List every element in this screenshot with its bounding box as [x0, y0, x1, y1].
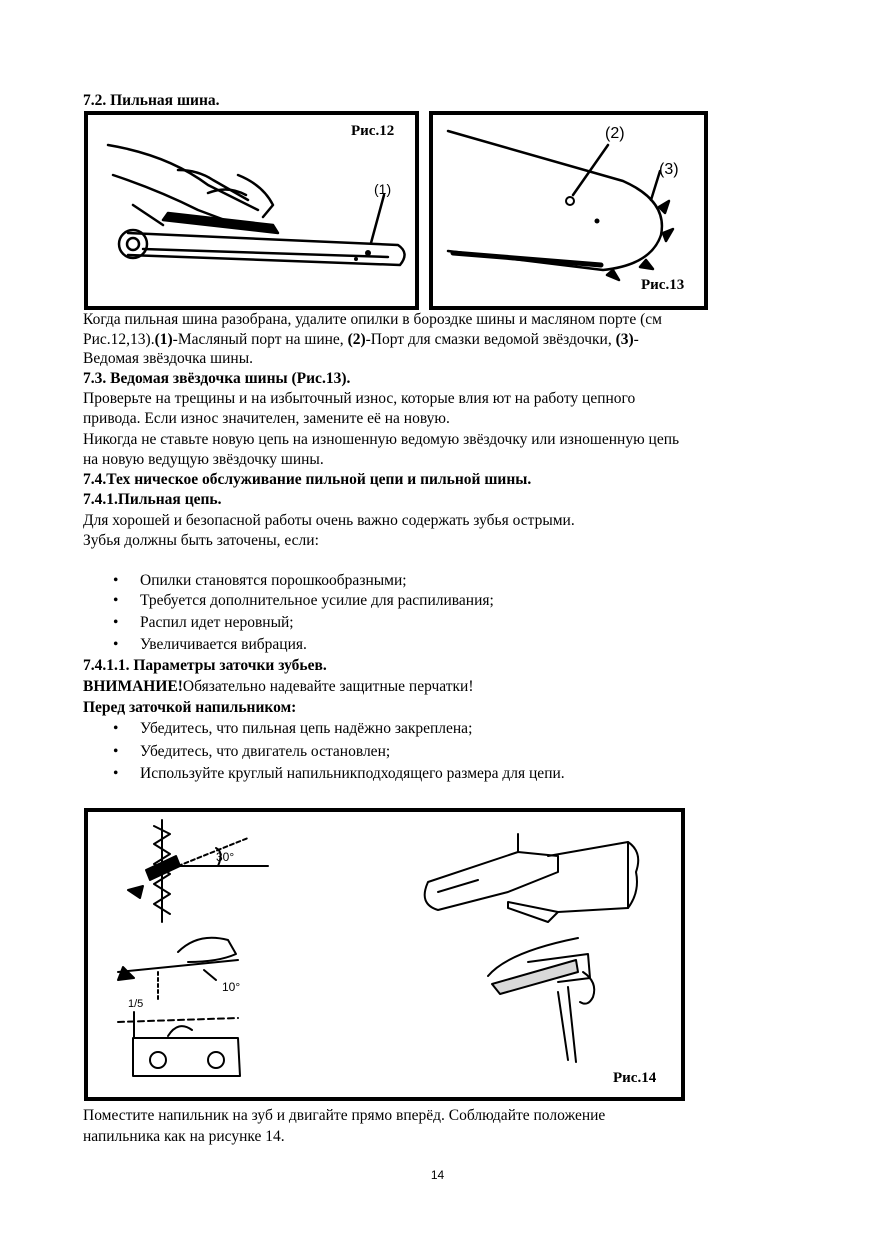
heading-7-2: 7.2. Пильная шина. — [83, 92, 220, 109]
para-7-4-1-line-1: Для хорошей и безопасной работы очень важно содержать зубья острыми. — [83, 512, 575, 529]
warning-text: Обязательно надевайте защитные перчатки! — [182, 678, 474, 695]
para-7-3-line-4: на новую ведущую звёздочку шины. — [83, 451, 324, 468]
figure-14-depth-label: 1/5 — [128, 998, 144, 1010]
para-7-4-1-line-2: Зубья должны быть заточены, если: — [83, 532, 319, 549]
closing-line-1: Поместите напильник на зуб и двигайте прямо вперёд. Соблюдайте положение — [83, 1107, 606, 1124]
figure-12 — [84, 111, 419, 310]
heading-7-4-1-1: 7.4.1.1. Параметры заточки зубьев. — [83, 657, 327, 674]
figure-13 — [429, 111, 708, 310]
para-bar-line-1: Когда пильная шина разобрана, удалите опилки в бороздке шины и масляном порте (см — [83, 311, 662, 328]
figure-14-angle-30: 30° — [216, 850, 235, 864]
ref-3: (3) — [615, 331, 634, 348]
list-item: Используйте круглый напильникподходящего размера для цепи. — [140, 765, 565, 782]
text-span: - — [633, 331, 639, 348]
text-span: -Масляный порт на шине, — [172, 331, 348, 348]
text-span: -Порт для смазки ведомой звёздочки, — [365, 331, 616, 348]
figure-14-caption: Рис.14 — [613, 1070, 657, 1086]
list-item: Требуется дополнительное усилие для распиливания; — [140, 592, 494, 609]
list-item: Распил идет неровный; — [140, 614, 294, 631]
figure-14 — [84, 808, 685, 1101]
bullet-dot: • — [113, 720, 119, 737]
sharpening-illustration — [88, 812, 681, 1097]
bullet-dot: • — [113, 765, 119, 782]
warning-line — [83, 677, 474, 697]
ref-2: (2) — [347, 331, 366, 348]
warning-label: ВНИМАНИЕ! — [83, 678, 183, 695]
list-item: Увеличивается вибрация. — [140, 636, 307, 653]
bullet-dot: • — [113, 636, 119, 653]
closing-line-2: напильника как на рисунке 14. — [83, 1128, 285, 1145]
bullet-dot: • — [113, 614, 119, 631]
para-7-3-line-2: привода. Если износ значителен, замените её на новую. — [83, 410, 450, 427]
bullet-dot: • — [113, 592, 119, 609]
heading-7-4: 7.4.Тех ническое обслуживание пильной цепи и пильной шины. — [83, 471, 532, 488]
list-item: Убедитесь, что двигатель остановлен; — [140, 743, 391, 760]
figure-14-angle-10: 10° — [222, 980, 241, 994]
bar-cleaning-illustration — [88, 115, 415, 306]
para-7-3-line-3: Никогда не ставьте новую цепь на изношенную ведомую звёздочку или изношенную цепь — [83, 431, 680, 448]
page-number: 14 — [430, 1168, 445, 1182]
heading-7-4-1: 7.4.1.Пильная цепь. — [83, 491, 222, 508]
para-7-3-line-1: Проверьте на трещины и на избыточный износ, которые влия ют на работу цепного — [83, 390, 636, 407]
bullet-dot: • — [113, 743, 119, 760]
para-bar-line-2 — [83, 330, 639, 350]
figure-12-label-1: (1) — [374, 181, 392, 197]
text-span: Рис.12,13). — [83, 331, 155, 348]
figure-13-label-3: (3) — [659, 161, 679, 178]
bullet-dot: • — [113, 572, 119, 589]
heading-7-3: 7.3. Ведомая звёздочка шины (Рис.13). — [83, 370, 351, 387]
figure-12-caption: Рис.12 — [351, 123, 395, 139]
figure-13-label-2: (2) — [605, 125, 625, 142]
ref-1: (1) — [154, 331, 173, 348]
before-sharpening-heading: Перед заточкой напильником: — [83, 699, 297, 716]
list-item: Опилки становятся порошкообразными; — [140, 572, 407, 589]
para-bar-line-3: Ведомая звёздочка шины. — [83, 350, 254, 367]
figure-13-caption: Рис.13 — [641, 277, 685, 293]
list-item: Убедитесь, что пильная цепь надёжно закреплена; — [140, 720, 473, 737]
